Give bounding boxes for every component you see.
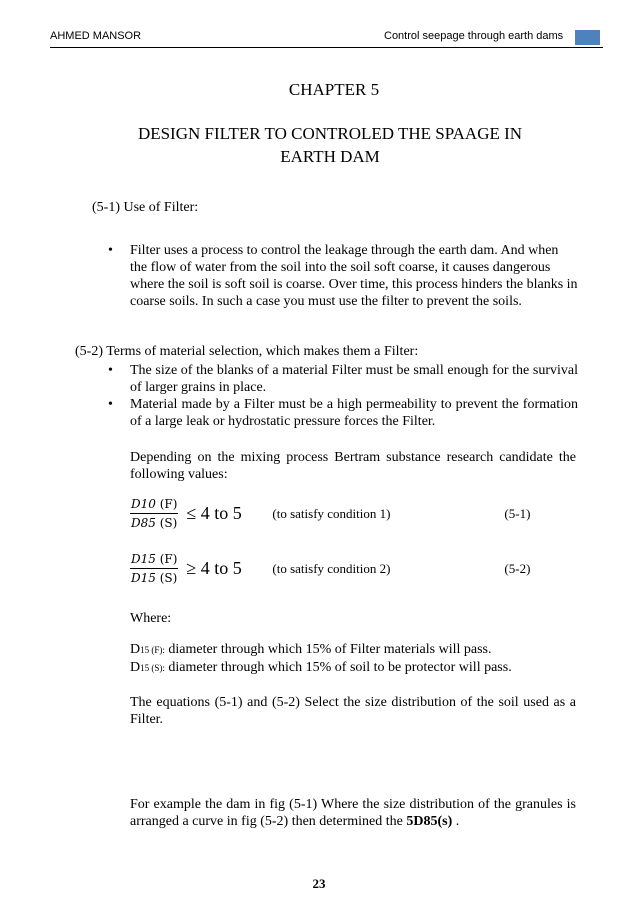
example-bold-term: 5D85(s) (406, 814, 453, 829)
equation-5-2-denominator: D15 (S) (130, 568, 178, 585)
header-accent-box (575, 30, 600, 45)
header-divider (50, 47, 603, 48)
equation-5-1 (130, 497, 530, 530)
equation-5-1-condition: (to satisfy condition 1) (272, 505, 391, 521)
equation-5-2-number: (5-2) (504, 560, 531, 576)
header-author: AHMED MANSOR (50, 30, 142, 42)
equation-5-1-relation: ≤ 4 to 5 (186, 503, 242, 523)
equation-5-1-fraction (130, 497, 178, 530)
definition-d15-soil: D15 (S): diameter through which 15% of soil to be protector will pass. (130, 660, 512, 675)
equation-5-1-numerator: D10 (F) (131, 497, 178, 511)
equation-5-2-relation: ≥ 4 to 5 (186, 558, 242, 578)
chapter-title (100, 122, 560, 168)
chapter-title-line1: DESIGN FILTER TO CONTROLED THE SPAAGE IN (137, 124, 523, 143)
equation-5-2-condition: (to satisfy condition 2) (272, 560, 391, 576)
bertram-paragraph: Depending on the mixing process Bertram substance research candidate the following values: (130, 450, 576, 482)
section-5-1-heading: (5-1) Use of Filter: (92, 200, 199, 215)
equations-paragraph: The equations (5-1) and (5-2) Select the size distribution of the soil used as a Filter. (130, 695, 576, 727)
section-5-2-bullet-1: • The size of the blanks of a material Filter must be small enough for the survival of larger grains in place. (108, 362, 578, 396)
chapter-label: CHAPTER 5 (288, 80, 380, 99)
equation-5-1-denominator: D85 (S) (130, 513, 178, 530)
definition-d15-filter: D15 (F): diameter through which 15% of Filter materials will pass. (130, 642, 492, 657)
section-5-1-bullets (108, 242, 578, 310)
section-5-2-heading: (5-2) Terms of material selection, which makes them a Filter: (75, 344, 419, 359)
equation-5-2-fraction (130, 552, 178, 585)
page-number: 23 (312, 876, 326, 891)
equation-5-2-numerator: D15 (F) (131, 552, 178, 566)
equation-5-1-number: (5-1) (504, 505, 531, 521)
section-5-1-bullet: • Filter uses a process to control the leakage through the earth dam. And when the flow of water from the soil into the soil soft coarse, it causes dangerous where the soil is soft soil is coarse. Over time, this process hinders the blanks in coarse soils. In such a case you must use the filter to prevent the soils. (108, 242, 578, 310)
chapter-title-line2: EARTH DAM (280, 147, 380, 166)
example-paragraph: For example the dam in fig (5-1) Where the size distribution of the granules is arranged a curve in fig (5-2) then determined the 5D85(s) . (130, 797, 576, 829)
where-label: Where: (130, 611, 172, 626)
section-5-2-bullet-2: • Material made by a Filter must be a high permeability to prevent the formation of a large leak or hydrostatic pressure forces the Filter. (108, 396, 578, 430)
section-5-2-bullets (108, 362, 578, 430)
header-title: Control seepage through earth dams (384, 30, 564, 42)
equation-5-2 (130, 552, 530, 585)
